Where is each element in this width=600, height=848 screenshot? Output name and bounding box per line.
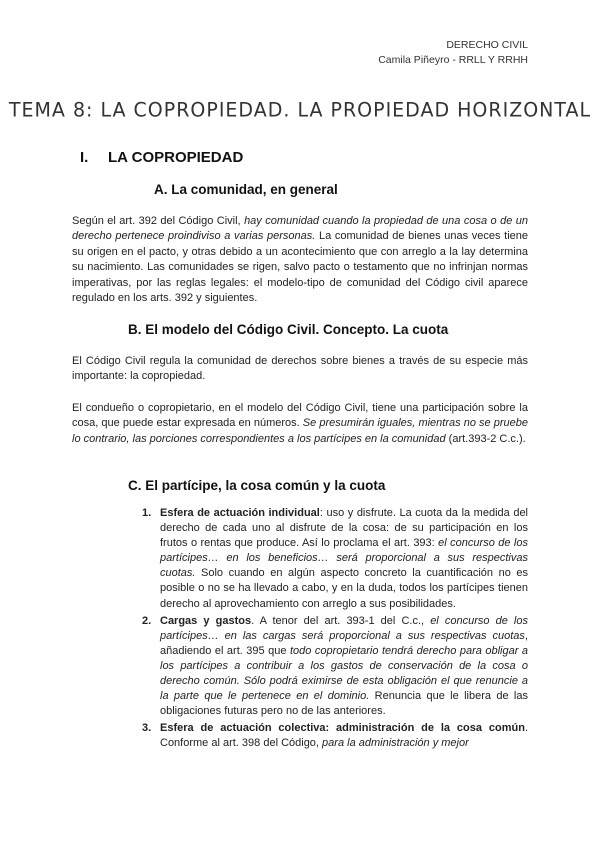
list-item-text: Solo cuando en algún aspecto concreto la cuantificación no es posible o no se ha llevado a cabo, y en la duda, todos los partícipes tienen derecho al aprovechamiento con arreglo a sus posibilidades.: [160, 567, 528, 610]
list-item-quote: el concurso de los partícipes… en los beneficios… será proporcional a sus respectivas cuotas.: [160, 537, 528, 580]
paragraph-b2-quote: Se presumirán iguales, mientras no se pruebe lo contrario, las porciones correspondientes a los partícipes en la comunidad: [72, 417, 528, 445]
list-item-number: 2.: [142, 614, 152, 627]
subheading-a: A. La comunidad, en general: [154, 182, 338, 197]
subheading-c: C. El partícipe, la cosa común y la cuota: [128, 478, 386, 493]
list-item: [142, 506, 529, 612]
paragraph-b2-text-2: (art.393-2 C.c.).: [445, 432, 526, 445]
paragraph-b1: El Código Civil regula la comunidad de derechos sobre bienes a través de su especie más importante: la copropiedad.: [72, 355, 528, 383]
paragraph-a-text-1: Según el art. 392 del Código Civil,: [72, 215, 245, 227]
list-item-heading: Esfera de actuación individual: [160, 507, 320, 519]
paragraph-a-quote: hay comunidad cuando la propiedad de una cosa o de un derecho pertenece proindiviso a varias personas.: [72, 215, 528, 243]
list-item-text: Renuncia que le libera de las obligaciones futuras pero no de las anteriores.: [160, 690, 528, 718]
course-name: DERECHO CIVIL: [446, 39, 528, 51]
list-item-number: 1.: [142, 507, 152, 519]
list-item-heading: Esfera de actuación colectiva: administración de la cosa común: [160, 722, 525, 735]
paragraph-a: [72, 214, 528, 306]
list-item: [142, 721, 528, 751]
paragraph-b2-text-1: El condueño o copropietario, en el modelo del Código Civil, tiene una participación sobre la cosa, que puede estar expresada en números.: [72, 402, 528, 430]
document-header: [378, 38, 528, 68]
section-title: LA COPROPIEDAD: [108, 149, 244, 166]
list-item-text: . Conforme al art. 398 del Código,: [160, 722, 528, 750]
section-number: I.: [80, 149, 89, 166]
list-item-text: : uso y disfrute. La cuota da la medida del derecho de cada uno al disfrute de la cosa: de su participación en los frutos o rentas que produce. Así lo proclama el art. 393:: [160, 507, 529, 550]
list-item-text: , añadiendo el art. 395 que: [160, 629, 528, 657]
list-item-heading: Cargas y gastos: [160, 614, 252, 627]
paragraph-a-text-2: La comunidad de bienes unas veces tiene su origen en el pacto, y otras debido a un acontecimiento que con arreglo a la lay determina su nacimiento. Las comunidades se rigen, salvo pacto o testamento que no infrinjan normas imperativas, por las reglas legales: el modelo-tipo de comunidad del Código civil aparece regulado en los arts. 392 y siguientes.: [72, 230, 528, 305]
list-item-quote: todo copropietario tendrá derecho para obligar a los partícipes a contribuir a los gastos de conservación de la cosa o derecho común. Sólo podrá eximirse de esta obligación el que renuncie a la parte que le pertenece en el dominio.: [160, 644, 529, 703]
list-item-text: . A tenor del art. 393-1 del C.c.,: [251, 614, 431, 627]
list-item-quote: el concurso de los partícipes… en las cargas será proporcional a sus respectivas cuotas: [160, 614, 528, 642]
paragraph-b2: [72, 401, 528, 447]
numbered-list: [142, 506, 529, 754]
list-item-quote: para la administración y mejor: [322, 737, 469, 750]
author-line: Camila Piñeyro - RRLL Y RRHH: [378, 54, 528, 66]
list-item-number: 3.: [142, 722, 152, 735]
list-item: [142, 614, 529, 720]
subheading-b: B. El modelo del Código Civil. Concepto. La cuota: [128, 322, 449, 337]
page-title: TEMA 8: LA COPROPIEDAD. LA PROPIEDAD HORIZONTAL: [8, 98, 592, 122]
section-heading: [80, 149, 243, 166]
